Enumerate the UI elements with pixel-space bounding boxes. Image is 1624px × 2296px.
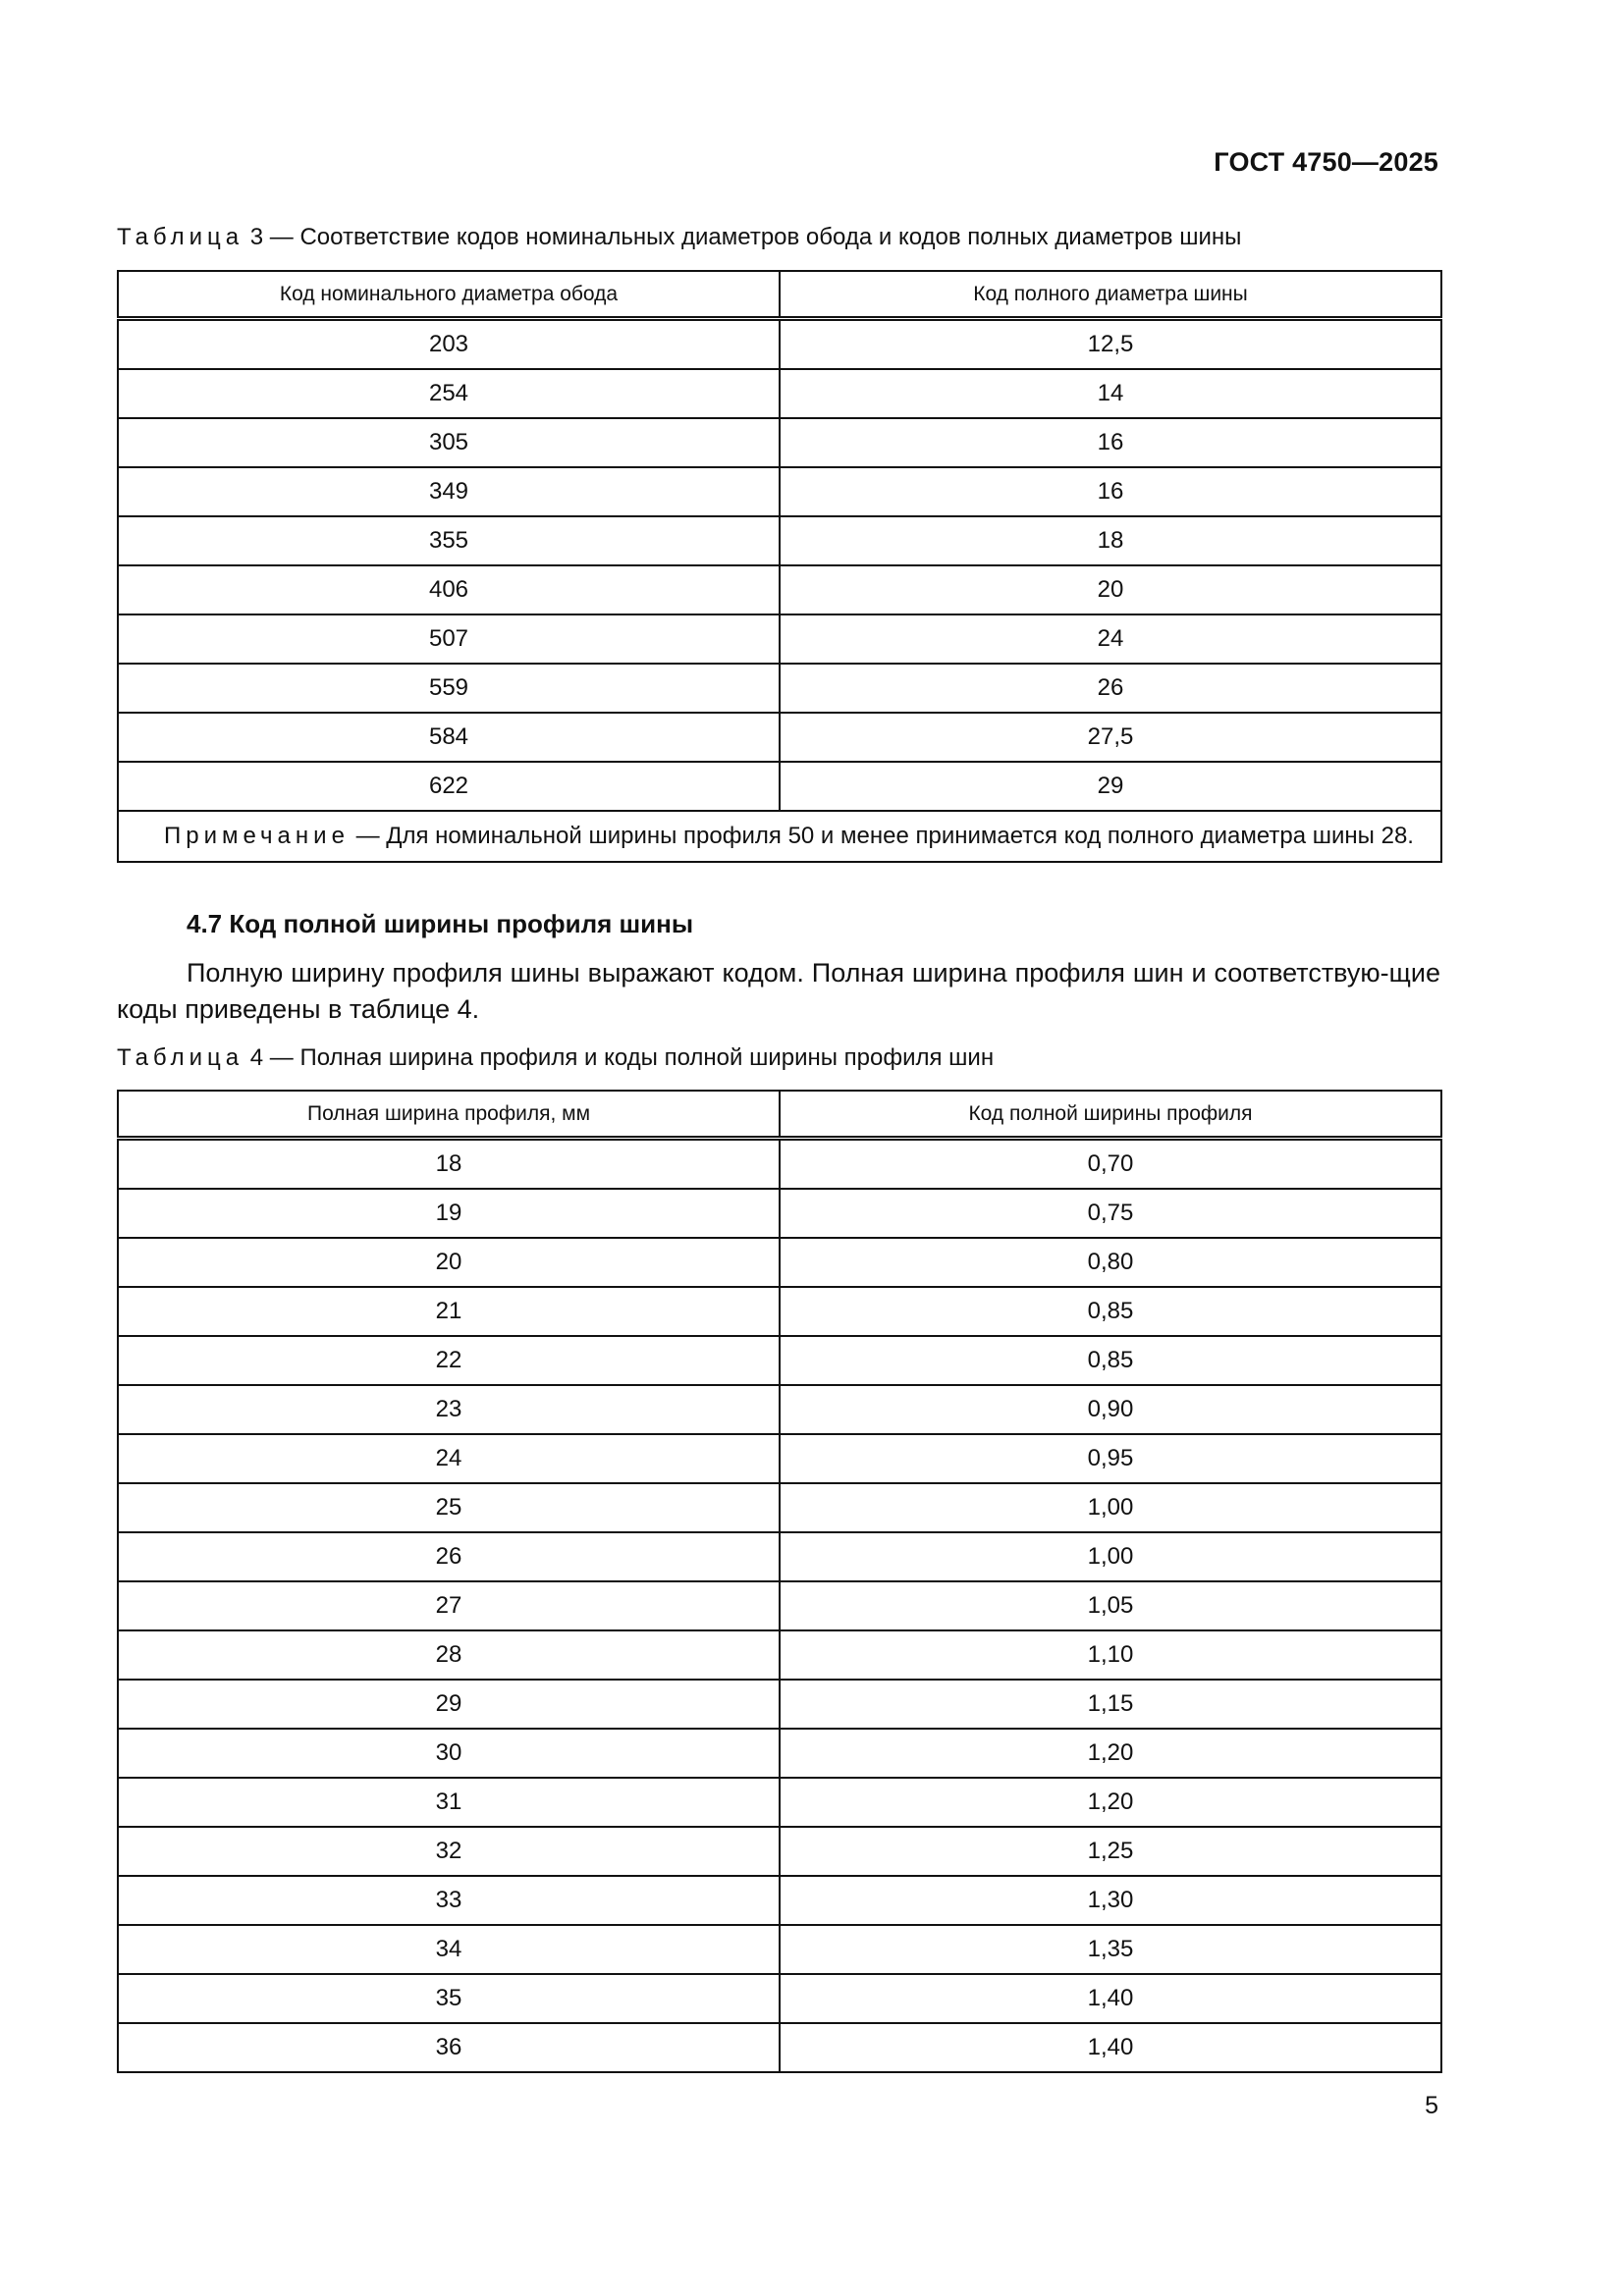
table3-note [118,811,1441,862]
table-cell: 35 [118,1974,780,2023]
table-cell: 34 [118,1925,780,1974]
table-row [118,1581,1441,1630]
table3-header-row [118,271,1441,319]
table-cell: 0,85 [780,1336,1441,1385]
table-row [118,1139,1441,1190]
table-row [118,1189,1441,1238]
table-cell: 0,90 [780,1385,1441,1434]
table3-caption-label: Таблица [117,224,244,250]
table-row [118,762,1441,811]
table3-caption-text: 3 — Соответствие кодов номинальных диаметров обода и кодов полных диаметров шины [244,224,1242,250]
table-cell: 27,5 [780,713,1441,762]
table3-body [118,319,1441,863]
table-row [118,467,1441,516]
table-cell: 18 [780,516,1441,565]
table3-header-diameter-code: Код полного диаметра шины [780,271,1441,319]
table-row [118,1729,1441,1778]
table-cell: 31 [118,1778,780,1827]
table-row [118,1827,1441,1876]
table-cell: 36 [118,2023,780,2072]
table-cell: 1,20 [780,1729,1441,1778]
table-cell: 30 [118,1729,780,1778]
table-row [118,1925,1441,1974]
table-cell: 26 [118,1532,780,1581]
table-cell: 0,70 [780,1139,1441,1190]
table3-header-rim-code: Код номинального диаметра обода [118,271,780,319]
table-cell: 25 [118,1483,780,1532]
table-cell: 1,20 [780,1778,1441,1827]
page-number: 5 [1425,2092,1438,2119]
note-label: Примечание [164,823,350,849]
table4-caption-label: Таблица [117,1044,244,1071]
table-cell: 23 [118,1385,780,1434]
table-cell: 16 [780,418,1441,467]
table-cell: 12,5 [780,319,1441,370]
table-cell: 29 [118,1680,780,1729]
table-cell: 305 [118,418,780,467]
table-cell: 1,05 [780,1581,1441,1630]
table-cell: 349 [118,467,780,516]
note-text: — Для номинальной ширины профиля 50 и менее принимается код полного диаметра шины 28. [349,823,1414,849]
table-cell: 622 [118,762,780,811]
table-cell: 32 [118,1827,780,1876]
table-row [118,516,1441,565]
table-cell: 24 [118,1434,780,1483]
table-cell: 559 [118,664,780,713]
table-row [118,664,1441,713]
table-cell: 1,35 [780,1925,1441,1974]
table-cell: 20 [780,565,1441,614]
table-cell: 28 [118,1630,780,1680]
table-cell: 1,40 [780,2023,1441,2072]
table-cell: 584 [118,713,780,762]
table-row [118,1483,1441,1532]
table-row [118,418,1441,467]
table-row [118,319,1441,370]
table-cell: 0,80 [780,1238,1441,1287]
table-row [118,565,1441,614]
table-cell: 33 [118,1876,780,1925]
table-cell: 0,85 [780,1287,1441,1336]
section-paragraph: Полную ширину профиля шины выражают кодом. Полная ширина профиля шин и соответствую-щие коды приведены в таблице 4. [117,958,1440,1024]
table-row [118,1680,1441,1729]
table-row [118,1630,1441,1680]
table-row [118,1876,1441,1925]
table4-header-width: Полная ширина профиля, мм [118,1091,780,1139]
table4-header-width-code: Код полной ширины профиля [780,1091,1441,1139]
table-cell: 19 [118,1189,780,1238]
table-row [118,1287,1441,1336]
table-cell: 16 [780,467,1441,516]
table-cell: 21 [118,1287,780,1336]
table-cell: 18 [118,1139,780,1190]
table-cell: 1,10 [780,1630,1441,1680]
table-cell: 254 [118,369,780,418]
table-row [118,1532,1441,1581]
table-cell: 1,15 [780,1680,1441,1729]
document-id-header: ГОСТ 4750—2025 [1214,147,1438,177]
table-row [118,713,1441,762]
table-cell: 29 [780,762,1441,811]
table-cell: 406 [118,565,780,614]
table4-header-row [118,1091,1441,1139]
table-cell: 203 [118,319,780,370]
table4-caption-text: 4 — Полная ширина профиля и коды полной ширины профиля шин [244,1044,995,1071]
table-row [118,1238,1441,1287]
table-cell: 24 [780,614,1441,664]
section-title: 4.7 Код полной ширины профиля шины [187,909,694,938]
table-cell: 1,00 [780,1532,1441,1581]
table-cell: 1,00 [780,1483,1441,1532]
table-cell: 20 [118,1238,780,1287]
table-row [118,614,1441,664]
table3 [117,270,1442,863]
table-cell: 0,95 [780,1434,1441,1483]
table-cell: 355 [118,516,780,565]
table-cell: 0,75 [780,1189,1441,1238]
table4-caption [117,1044,994,1072]
table-row [118,1778,1441,1827]
table-row [118,369,1441,418]
table4 [117,1090,1442,2073]
table-cell: 507 [118,614,780,664]
table-row [118,1434,1441,1483]
table3-note-row [118,811,1441,862]
table-row [118,1385,1441,1434]
table-cell: 1,30 [780,1876,1441,1925]
table-cell: 27 [118,1581,780,1630]
table-cell: 26 [780,664,1441,713]
table-row [118,2023,1441,2072]
table-cell: 1,25 [780,1827,1441,1876]
table-cell: 14 [780,369,1441,418]
table-row [118,1974,1441,2023]
table-cell: 22 [118,1336,780,1385]
table-cell: 1,40 [780,1974,1441,2023]
table4-body [118,1139,1441,2073]
table3-caption [117,224,1241,251]
table-row [118,1336,1441,1385]
